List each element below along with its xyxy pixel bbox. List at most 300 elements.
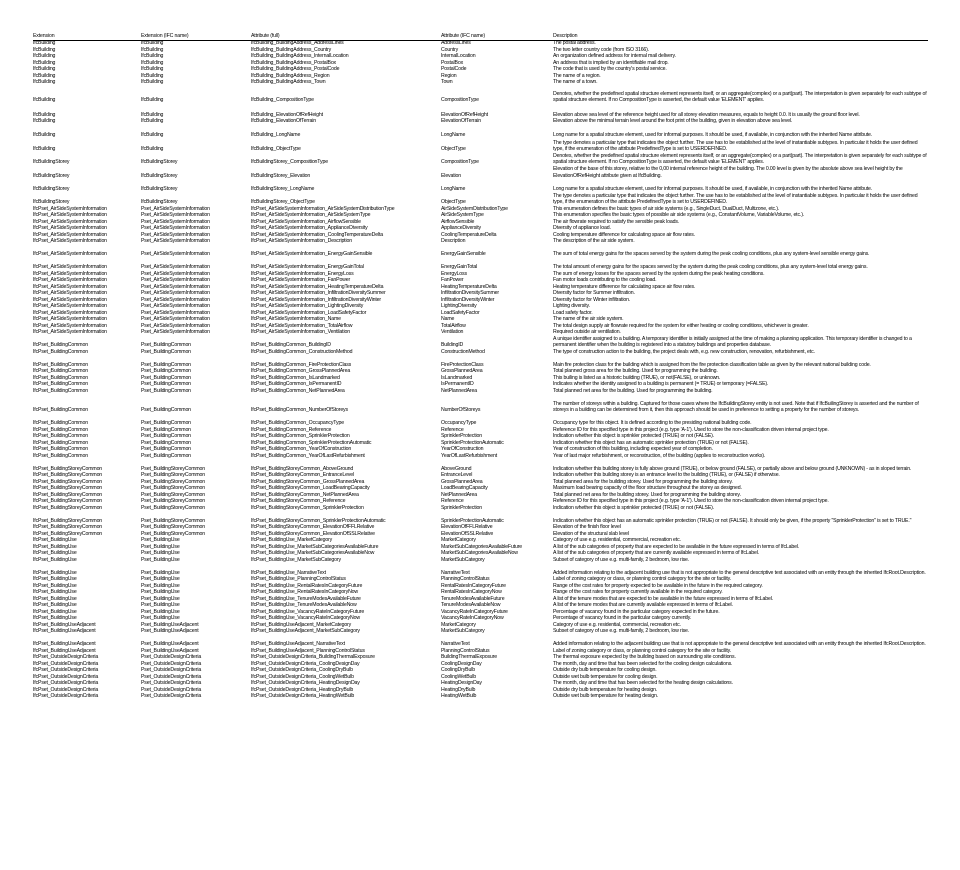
table-row xyxy=(33,79,928,86)
attribute-ifc-name-cell: NumberOfStoreys xyxy=(441,407,481,414)
attribute-ifc-name-cell: ApplianceDiversity xyxy=(441,225,481,232)
extension-ifc-name-cell: Pset_AirSideSystemInformation xyxy=(141,283,210,290)
description-cell: The thermal exposure expected by the building based on surrounding site conditions. xyxy=(553,654,736,661)
extension-ifc-name-cell: Pset_OutsideDesignCriteria xyxy=(141,667,202,674)
attribute-full-cell: IfcPset_BuildingUse_RentalRatesInCategoryFuture xyxy=(251,582,363,589)
attribute-full-cell: IfcPset_BuildingUse_RentalRatesInCategoryNow xyxy=(251,589,359,596)
extension-cell: IfcPset_BuildingUse xyxy=(33,615,77,622)
attribute-full-cell: IfcPset_BuildingUseAdjacent_MarketSubCategory xyxy=(251,628,360,635)
description-cell: Total planned area for the building storey. Used for programming the building storey. xyxy=(553,478,733,485)
description-cell: Elevation above the minimal terrain level around the foot print of the building, given in elevation above sea level. xyxy=(553,118,793,125)
description-cell: Outside wet bulb temperature for cooling design. xyxy=(553,673,658,680)
description-cell: Elevation of the base of this storey, relative to the 0,00 internal reference height of the building. The 0.00 level is given by the absolute above sea level height by the ElevationOfRefHeight attribute given at IfcBuilding. xyxy=(553,166,903,179)
extension-cell: IfcBuilding xyxy=(33,46,56,53)
attribute-ifc-name-cell: SprinklerProtectionAutomatic xyxy=(441,439,504,446)
attribute-full-cell: IfcBuilding_CompositionType xyxy=(251,97,314,104)
attribute-ifc-name-cell: ElevationOfTerrain xyxy=(441,118,481,125)
extension-ifc-name-cell: Pset_BuildingUseAdjacent xyxy=(141,628,199,635)
attribute-ifc-name-cell: HeatingDesignDay xyxy=(441,680,482,687)
extension-ifc-name-cell: Pset_OutsideDesignCriteria xyxy=(141,673,202,680)
attribute-full-cell: IfcPset_BuildingCommon_FireProtectionClass xyxy=(251,361,352,368)
extension-cell: IfcPset_AirSideSystemInformation xyxy=(33,238,107,245)
attribute-ifc-name-cell: HeatingTemperatureDelta xyxy=(441,283,497,290)
extension-cell: IfcPset_BuildingCommon xyxy=(33,361,88,368)
extension-ifc-name-cell: IfcBuilding xyxy=(141,59,164,66)
extension-cell: IfcPset_OutsideDesignCriteria xyxy=(33,654,99,661)
extension-ifc-name-cell: Pset_BuildingUse xyxy=(141,615,180,622)
extension-ifc-name-cell: IfcBuildingStorey xyxy=(141,172,178,179)
attribute-full-cell: IfcPset_BuildingStoreyCommon_SprinklerProtection xyxy=(251,504,364,511)
extension-cell: IfcBuildingStorey xyxy=(33,199,70,206)
extension-ifc-name-cell: IfcBuilding xyxy=(141,132,164,139)
extension-cell: IfcPset_AirSideSystemInformation xyxy=(33,290,107,297)
attribute-ifc-name-cell: InternalLocation xyxy=(441,53,476,60)
extension-cell: IfcPset_BuildingStoreyCommon xyxy=(33,504,103,511)
description-cell: Load safety factor. xyxy=(553,309,593,316)
attribute-ifc-name-cell: Region xyxy=(441,72,457,79)
attribute-ifc-name-cell: MarketCategory xyxy=(441,537,476,544)
attribute-ifc-name-cell: CompositionType xyxy=(441,97,479,104)
attribute-full-cell: IfcPset_BuildingCommon_NetPlannedArea xyxy=(251,387,345,394)
attribute-full-cell: IfcPset_AirSideSystemInformation_Ventilation xyxy=(251,329,350,336)
attribute-full-cell: IfcPset_AirSideSystemInformation_ApplianceDiversity xyxy=(251,225,368,232)
attribute-full-cell: IfcPset_BuildingUse_MarketSubCategoriesAvailableNow xyxy=(251,550,375,557)
attribute-full-cell: IfcPset_AirSideSystemInformation_InfiltrationDiversityWinter xyxy=(251,296,381,303)
description-cell: The total amount of energy gains for the spaces served by the system during the peak cooling conditions, plus any system-level total energy gains. xyxy=(553,264,868,271)
table-row xyxy=(33,564,928,577)
attribute-full-cell: IfcBuilding_ObjectType xyxy=(251,146,301,153)
attribute-ifc-name-cell: ConstructionMethod xyxy=(441,348,485,355)
extension-ifc-name-cell: Pset_BuildingCommon xyxy=(141,439,191,446)
table-row xyxy=(33,91,928,104)
extension-ifc-name-cell: Pset_BuildingStoreyCommon xyxy=(141,485,206,492)
description-cell: Fan motor loads contributing to the cooling load. xyxy=(553,277,657,284)
attribute-ifc-name-cell: RentalRatesInCategoryFuture xyxy=(441,582,506,589)
extension-ifc-name-cell: Pset_BuildingCommon xyxy=(141,446,191,453)
description-cell: Indication whether this building storey is an entrance level to the building (TRUE), or (FALSE) if otherwise. xyxy=(553,472,780,479)
attribute-full-cell: IfcBuilding_BuildingAddress_Country xyxy=(251,46,332,53)
description-cell: Diversity of appliance load. xyxy=(553,225,611,232)
description-cell: Total planned gross area for the building. Used for programming the building. xyxy=(553,368,718,375)
attribute-ifc-name-cell: NarrativeText xyxy=(441,641,470,648)
table-row xyxy=(33,140,928,153)
attribute-ifc-name-cell: EntranceLevel xyxy=(441,472,473,479)
table-row xyxy=(33,167,928,180)
description-cell: Indication whether this object has an automatic sprinkler protection (TRUE) or not (FALSE). xyxy=(553,439,749,446)
description-cell: Range of the cost rates for property currently available in the required category. xyxy=(553,589,723,596)
attribute-ifc-name-cell: ObjectType xyxy=(441,146,466,153)
description-cell: Cooling temperature difference for calculating space air flow rates. xyxy=(553,231,695,238)
description-cell: An address that is implied by an identifiable mail drop. xyxy=(553,59,669,66)
extension-cell: IfcPset_BuildingCommon xyxy=(33,374,88,381)
extension-cell: IfcPset_BuildingCommon xyxy=(33,452,88,459)
extension-ifc-name-cell: Pset_BuildingStoreyCommon xyxy=(141,478,206,485)
attribute-full-cell: IfcPset_OutsideDesignCriteria_HeatingDryBulb xyxy=(251,686,354,693)
extension-ifc-name-cell: Pset_BuildingCommon xyxy=(141,342,191,349)
attribute-ifc-name-cell: CoolingTemperatureDelta xyxy=(441,231,497,238)
attribute-full-cell: IfcPset_BuildingUseAdjacent_MarketCategory xyxy=(251,621,352,628)
attribute-full-cell: IfcPset_BuildingStoreyCommon_AboveGround xyxy=(251,465,354,472)
extension-cell: IfcPset_AirSideSystemInformation xyxy=(33,322,107,329)
attribute-ifc-name-cell: GrossPlannedArea xyxy=(441,368,483,375)
extension-ifc-name-cell: Pset_BuildingStoreyCommon xyxy=(141,491,206,498)
description-cell: Label of zoning category or class, or planning control category for the site or facility. xyxy=(553,576,732,583)
attribute-full-cell: IfcPset_BuildingCommon_OccupancyType xyxy=(251,420,344,427)
attribute-full-cell: IfcPset_BuildingStoreyCommon_ElevationOfSSLRelative xyxy=(251,530,375,537)
description-cell: The name of a town. xyxy=(553,79,598,86)
description-cell: Range of the cost rates for property expected to be available in the future in the required category. xyxy=(553,582,763,589)
table-row xyxy=(33,251,928,258)
description-cell: Indication whether this object is sprinkler protected (TRUE) or not (FALSE). xyxy=(553,433,715,440)
attribute-full-cell: IfcPset_BuildingStoreyCommon_Reference xyxy=(251,498,346,505)
attribute-full-cell: IfcPset_BuildingCommon_IsLandmarked xyxy=(251,374,340,381)
attribute-full-cell: IfcPset_BuildingCommon_Reference xyxy=(251,426,332,433)
attribute-full-cell: IfcBuilding_BuildingAddress_Town xyxy=(251,79,326,86)
description-cell: Added information relating to the adjacent building use that is not appropriate to the general descriptive text associated with an entity through the inherited IfcRoot.Description. xyxy=(553,641,926,648)
description-cell: An organization defined address for internal mail delivery. xyxy=(553,53,676,60)
attribute-ifc-name-cell: TenureModesAvailableFuture xyxy=(441,595,505,602)
description-cell: Category of use e.g. residential, commercial, recreation etc. xyxy=(553,537,681,544)
extension-cell: IfcPset_OutsideDesignCriteria xyxy=(33,686,99,693)
extension-cell: IfcPset_OutsideDesignCriteria xyxy=(33,667,99,674)
table-row xyxy=(33,132,928,139)
description-cell: The postal address. xyxy=(553,40,596,47)
attribute-ifc-name-cell: InfiltrationDiversitySummer xyxy=(441,290,499,297)
extension-cell: IfcPset_BuildingUseAdjacent xyxy=(33,641,96,648)
extension-ifc-name-cell: Pset_AirSideSystemInformation xyxy=(141,316,210,323)
description-cell: Indication whether this object is sprinkler protected (TRUE) or not (FALSE). xyxy=(553,504,715,511)
extension-ifc-name-cell: Pset_BuildingUse xyxy=(141,569,180,576)
extension-cell: IfcPset_BuildingUse xyxy=(33,608,77,615)
extension-ifc-name-cell: Pset_BuildingUseAdjacent xyxy=(141,621,199,628)
header-description: Description xyxy=(553,33,578,39)
attribute-full-cell: IfcPset_OutsideDesignCriteria_CoolingDesignDay xyxy=(251,660,360,667)
attribute-full-cell: IfcPset_AirSideSystemInformation_LoadSafetyFactor xyxy=(251,309,367,316)
extension-ifc-name-cell: Pset_BuildingUse xyxy=(141,595,180,602)
extension-cell: IfcPset_OutsideDesignCriteria xyxy=(33,693,99,700)
extension-cell: IfcPset_BuildingUse xyxy=(33,589,77,596)
extension-cell: IfcPset_AirSideSystemInformation xyxy=(33,316,107,323)
extension-cell: IfcPset_OutsideDesignCriteria xyxy=(33,660,99,667)
extension-cell: IfcBuilding xyxy=(33,72,56,79)
description-cell: Label of zoning category or class, or planning control category for the site or facility. xyxy=(553,647,732,654)
attribute-full-cell: IfcPset_BuildingUseAdjacent_NarrativeText xyxy=(251,641,345,648)
attribute-ifc-name-cell: AirSideSystemDistributionType xyxy=(441,205,508,212)
attribute-ifc-name-cell: Description xyxy=(441,238,466,245)
description-cell: The total design supply air flowrate required for the system for either heating or cooling conditions, whichever is greater. xyxy=(553,322,809,329)
attribute-full-cell: IfcPset_AirSideSystemInformation_FanPower xyxy=(251,277,351,284)
extension-cell: IfcPset_BuildingStoreyCommon xyxy=(33,530,103,537)
table-row xyxy=(33,118,928,125)
table-row xyxy=(33,512,928,525)
description-cell: This enumeration specifies the basic types of possible air side systems (e.g., ConstantVolume, VariableVolume, etc.). xyxy=(553,212,805,219)
extension-cell: IfcPset_AirSideSystemInformation xyxy=(33,277,107,284)
description-cell: Reference ID for this specified type in this project (e.g. type 'A-1'). Used to store the non-classification driven internal project type. xyxy=(553,498,829,505)
extension-ifc-name-cell: IfcBuildingStorey xyxy=(141,186,178,193)
description-cell: Category of use e.g. residential, commercial, recreation etc. xyxy=(553,621,681,628)
description-cell: Denotes, whether the predefined spatial structure element represents itself, or an aggregate(complex) or a part(part). The interpretation is given separately for each subtype of spatial structure element. If no CompositionType is asserted, the default value 'ELEMENT' applies. xyxy=(553,90,927,104)
extension-ifc-name-cell: Pset_OutsideDesignCriteria xyxy=(141,686,202,693)
attribute-ifc-name-cell: PlanningControlStatus xyxy=(441,576,490,583)
extension-ifc-name-cell: Pset_BuildingCommon xyxy=(141,374,191,381)
attribute-full-cell: IfcPset_BuildingUse_TenureModesAvailableNow xyxy=(251,602,357,609)
attribute-full-cell: IfcBuilding_BuildingAddress_PostalCode xyxy=(251,66,340,73)
extension-ifc-name-cell: Pset_AirSideSystemInformation xyxy=(141,205,210,212)
description-cell: The month, day and time that has been selected for the cooling design calculations. xyxy=(553,660,733,667)
attribute-full-cell: IfcPset_OutsideDesignCriteria_HeatingDesignDay xyxy=(251,680,360,687)
description-cell: Added information relating to the adjacent building use that is not appropriate to the general descriptive text associated with an entity through the inherited IfcRoot.Description. xyxy=(553,569,926,576)
extension-ifc-name-cell: IfcBuilding xyxy=(141,146,164,153)
extension-ifc-name-cell: Pset_BuildingCommon xyxy=(141,407,191,414)
attribute-full-cell: IfcPset_AirSideSystemInformation_AirSideSystemDistributionType xyxy=(251,205,395,212)
table-row xyxy=(33,193,928,206)
extension-cell: IfcPset_BuildingUse xyxy=(33,576,77,583)
extension-cell: IfcBuilding xyxy=(33,146,56,153)
attribute-full-cell: IfcPset_BuildingUse_MarketSubCategory xyxy=(251,556,341,563)
description-cell: The type denotes a particular type that indicates the object further. The use has to be established at the level of instantiable subtypes. In particular it holds the user defined type, if the enumeration of the attribute PredefinedType is set to USERDEFINED. xyxy=(553,139,918,153)
description-cell: The air flowrate required to satisfy the sensible peak loads. xyxy=(553,218,680,225)
extension-ifc-name-cell: Pset_BuildingUse xyxy=(141,602,180,609)
attribute-ifc-name-cell: LoadSafetyFactor xyxy=(441,309,480,316)
extension-cell: IfcPset_AirSideSystemInformation xyxy=(33,231,107,238)
extension-cell: IfcPset_BuildingUse xyxy=(33,602,77,609)
description-cell: Indication whether this object has an automatic sprinkler protection (TRUE) or not (FALSE). It should only be given, if the property "SprinklerProtection" is set to TRUE." xyxy=(553,517,912,524)
attribute-full-cell: IfcPset_BuildingCommon_SprinklerProtection xyxy=(251,433,350,440)
extension-ifc-name-cell: Pset_AirSideSystemInformation xyxy=(141,225,210,232)
extension-ifc-name-cell: Pset_BuildingUse xyxy=(141,576,180,583)
description-cell: Subset of category of use e.g. multi-family, 2 bedroom, low rise. xyxy=(553,628,690,635)
attribute-full-cell: IfcBuilding_BuildingAddress_InternalLocation xyxy=(251,53,349,60)
description-cell: Elevation above sea level of the reference height used for all storey elevation measures, equals to height 0.0. It is usually the ground floor level. xyxy=(553,112,860,119)
description-cell: Long name for a spatial structure element, used for informal purposes. It should be used, if available, in conjunction with the inherited Name attribute. xyxy=(553,132,873,139)
extension-cell: IfcPset_BuildingUse xyxy=(33,595,77,602)
description-cell: Lighting diversity. xyxy=(553,303,590,310)
extension-cell: IfcBuilding xyxy=(33,40,56,47)
attribute-full-cell: IfcPset_AirSideSystemInformation_Description xyxy=(251,238,352,245)
extension-cell: IfcPset_BuildingCommon xyxy=(33,368,88,375)
extension-ifc-name-cell: Pset_BuildingStoreyCommon xyxy=(141,524,206,531)
extension-cell: IfcPset_BuildingCommon xyxy=(33,420,88,427)
attribute-full-cell: IfcPset_BuildingCommon_IsPermanentID xyxy=(251,381,342,388)
attribute-full-cell: IfcPset_AirSideSystemInformation_CoolingTemperatureDelta xyxy=(251,231,384,238)
description-cell: Outside dry bulb temperature for heating design. xyxy=(553,686,658,693)
attribute-ifc-name-cell: Name xyxy=(441,316,455,323)
table-row xyxy=(33,693,928,700)
extension-cell: IfcPset_BuildingCommon xyxy=(33,446,88,453)
attribute-ifc-name-cell: FireProtectionClass xyxy=(441,361,484,368)
extension-ifc-name-cell: Pset_BuildingCommon xyxy=(141,433,191,440)
table-row xyxy=(33,349,928,356)
attribute-ifc-name-cell: Town xyxy=(441,79,453,86)
attribute-ifc-name-cell: Reference xyxy=(441,426,464,433)
attribute-full-cell: IfcBuilding_ElevationOfRefHeight xyxy=(251,112,323,119)
attribute-full-cell: IfcPset_AirSideSystemInformation_HeatingTemperatureDelta xyxy=(251,283,384,290)
attribute-full-cell: IfcBuilding_ElevationOfTerrain xyxy=(251,118,316,125)
attribute-full-cell: IfcBuildingStorey_LongName xyxy=(251,186,315,193)
extension-ifc-name-cell: Pset_BuildingUse xyxy=(141,550,180,557)
attribute-full-cell: IfcPset_AirSideSystemInformation_LightingDiversity xyxy=(251,303,364,310)
attribute-full-cell: IfcPset_BuildingUse_MarketSubCategoriesAvailableFuture xyxy=(251,543,379,550)
attribute-ifc-name-cell: BuildingID xyxy=(441,342,464,349)
header-attribute-ifc-name: Attribute (IFC name) xyxy=(441,33,485,39)
attribute-full-cell: IfcPset_AirSideSystemInformation_EnergyGainTotal xyxy=(251,264,364,271)
extension-ifc-name-cell: Pset_BuildingStoreyCommon xyxy=(141,498,206,505)
attribute-ifc-name-cell: CoolingDryBulb xyxy=(441,667,475,674)
extension-ifc-name-cell: Pset_AirSideSystemInformation xyxy=(141,238,210,245)
extension-cell: IfcPset_AirSideSystemInformation xyxy=(33,218,107,225)
extension-cell: IfcPset_BuildingUseAdjacent xyxy=(33,628,96,635)
extension-cell: IfcPset_BuildingStoreyCommon xyxy=(33,485,103,492)
extension-ifc-name-cell: Pset_AirSideSystemInformation xyxy=(141,212,210,219)
header-attribute-full: Attribute (full) xyxy=(251,33,280,39)
extension-ifc-name-cell: Pset_BuildingCommon xyxy=(141,368,191,375)
attribute-ifc-name-cell: MarketSubCategoriesAvailableNow xyxy=(441,550,518,557)
attribute-full-cell: IfcPset_AirSideSystemInformation_TotalAirflow xyxy=(251,322,353,329)
extension-cell: IfcPset_BuildingCommon xyxy=(33,426,88,433)
description-cell: Percentage of vacancy found in the particular category expected in the future. xyxy=(553,608,720,615)
extension-cell: IfcPset_BuildingStoreyCommon xyxy=(33,524,103,531)
extension-ifc-name-cell: Pset_AirSideSystemInformation xyxy=(141,309,210,316)
attribute-ifc-name-cell: BuildingThermalExposure xyxy=(441,654,497,661)
description-cell: A unique identifier assigned to a building. A temporary identifier is initially assigned at the time of making a planning application. This temporary identifier is changed to a permanent identifier when the building is registered into a statutory buildings and properties database. xyxy=(553,335,912,349)
attribute-ifc-name-cell: Reference xyxy=(441,498,464,505)
description-cell: A list of the sub categories of property that are expected to be available in the future expressed in terms of IfcLabel. xyxy=(553,543,800,550)
attribute-full-cell: IfcPset_BuildingUse_NarrativeText xyxy=(251,569,326,576)
extension-ifc-name-cell: Pset_BuildingUse xyxy=(141,543,180,550)
extension-ifc-name-cell: Pset_AirSideSystemInformation xyxy=(141,322,210,329)
attribute-full-cell: IfcPset_BuildingUse_VacancyRateInCategoryNow xyxy=(251,615,360,622)
extension-ifc-name-cell: Pset_BuildingCommon xyxy=(141,420,191,427)
attribute-full-cell: IfcPset_BuildingStoreyCommon_ElevationOfFFLRelative xyxy=(251,524,375,531)
description-cell: Indicates whether the identity assigned to a building is permanent (= TRUE) or temporary (=FALSE). xyxy=(553,381,769,388)
attribute-ifc-name-cell: ElevationOfSSLRelative xyxy=(441,530,494,537)
extension-cell: IfcPset_AirSideSystemInformation xyxy=(33,270,107,277)
attribute-ifc-name-cell: EnergyGainSensible xyxy=(441,251,486,258)
extension-cell: IfcPset_AirSideSystemInformation xyxy=(33,296,107,303)
extension-cell: IfcPset_AirSideSystemInformation xyxy=(33,309,107,316)
attribute-ifc-name-cell: AirflowSensible xyxy=(441,218,475,225)
extension-cell: IfcBuilding xyxy=(33,112,56,119)
attribute-ifc-name-cell: VacancyRateInCategoryNow xyxy=(441,615,504,622)
attribute-ifc-name-cell: MarketSubCategory xyxy=(441,556,485,563)
attribute-full-cell: IfcPset_BuildingCommon_NumberOfStoreys xyxy=(251,407,348,414)
description-cell: The type of construction action to the building, the project deals with, e.g. new construction, renovation, refurbishment, etc. xyxy=(553,348,815,355)
attribute-full-cell: IfcPset_BuildingUse_VacancyRateInCategoryFuture xyxy=(251,608,365,615)
extension-cell: IfcPset_BuildingUseAdjacent xyxy=(33,621,96,628)
attribute-full-cell: IfcPset_AirSideSystemInformation_AirflowSensible xyxy=(251,218,361,225)
description-cell: The month, day and time that has been selected for the heating design calculations. xyxy=(553,680,733,687)
attribute-ifc-name-cell: SprinklerProtection xyxy=(441,433,482,440)
extension-cell: IfcBuilding xyxy=(33,53,56,60)
attribute-ifc-name-cell: MarketSubCategoriesAvailableFuture xyxy=(441,543,523,550)
extension-ifc-name-cell: Pset_AirSideSystemInformation xyxy=(141,218,210,225)
extension-ifc-name-cell: Pset_BuildingUseAdjacent xyxy=(141,641,199,648)
extension-ifc-name-cell: Pset_BuildingCommon xyxy=(141,387,191,394)
attribute-ifc-name-cell: HeatingDryBulb xyxy=(441,686,476,693)
description-cell: The two letter country code (from ISO 3166). xyxy=(553,46,650,53)
extension-cell: IfcPset_AirSideSystemInformation xyxy=(33,283,107,290)
extension-ifc-name-cell: IfcBuildingStorey xyxy=(141,159,178,166)
description-cell: Long name for a spatial structure element, used for informal purposes. It should be used, if available, in conjunction with the inherited Name attribute. xyxy=(553,186,873,193)
attribute-ifc-name-cell: NetPlannedArea xyxy=(441,491,477,498)
attribute-full-cell: IfcBuilding_BuildingAddress_PostalBox xyxy=(251,59,336,66)
attribute-ifc-name-cell: TotalAirflow xyxy=(441,322,466,329)
attribute-full-cell: IfcBuildingStorey_ObjectType xyxy=(251,199,315,206)
description-cell: The code that is used by the country's postal service. xyxy=(553,66,667,73)
attribute-ifc-name-cell: AboveGround xyxy=(441,465,472,472)
extension-ifc-name-cell: Pset_AirSideSystemInformation xyxy=(141,251,210,258)
extension-cell: IfcBuildingStorey xyxy=(33,172,70,179)
attribute-full-cell: IfcPset_AirSideSystemInformation_AirSideSystemType xyxy=(251,212,371,219)
description-cell: Percentage of vacancy found in the particular category currently. xyxy=(553,615,692,622)
attribute-ifc-name-cell: RentalRatesInCategoryNow xyxy=(441,589,502,596)
table-row xyxy=(33,505,928,512)
attribute-full-cell: IfcBuilding_BuildingAddress_AddressLines xyxy=(251,40,344,47)
attribute-full-cell: IfcBuilding_LongName xyxy=(251,132,301,139)
attribute-ifc-name-cell: FanPower xyxy=(441,277,464,284)
extension-ifc-name-cell: Pset_BuildingCommon xyxy=(141,361,191,368)
table-row xyxy=(33,453,928,460)
extension-ifc-name-cell: Pset_OutsideDesignCriteria xyxy=(141,660,202,667)
extension-ifc-name-cell: Pset_BuildingUse xyxy=(141,556,180,563)
extension-ifc-name-cell: Pset_OutsideDesignCriteria xyxy=(141,680,202,687)
attribute-ifc-name-cell: PostalBox xyxy=(441,59,464,66)
attribute-full-cell: IfcPset_BuildingStoreyCommon_LoadBearingCapacity xyxy=(251,485,370,492)
table-row xyxy=(33,394,928,414)
description-cell: Subset of category of use e.g. multi-family, 2 bedroom, low rise. xyxy=(553,556,690,563)
description-cell: Elevation of the finish floor level xyxy=(553,524,621,531)
attribute-full-cell: IfcPset_AirSideSystemInformation_Name xyxy=(251,316,341,323)
extension-cell: IfcPset_BuildingCommon xyxy=(33,407,88,414)
extension-ifc-name-cell: Pset_BuildingStoreyCommon xyxy=(141,504,206,511)
attribute-full-cell: IfcBuildingStorey_Elevation xyxy=(251,172,311,179)
attribute-ifc-name-cell: LoadBearingCapacity xyxy=(441,485,488,492)
extension-cell: IfcPset_OutsideDesignCriteria xyxy=(33,673,99,680)
extension-ifc-name-cell: Pset_AirSideSystemInformation xyxy=(141,231,210,238)
attribute-full-cell: IfcPset_BuildingCommon_YearOfConstruction xyxy=(251,446,352,453)
extension-ifc-name-cell: IfcBuilding xyxy=(141,46,164,53)
attribute-ifc-name-cell: MarketSubCategory xyxy=(441,628,485,635)
description-cell: Diversity factor for Winter infiltration. xyxy=(553,296,631,303)
attribute-full-cell: IfcPset_BuildingUse_MarketCategory xyxy=(251,537,333,544)
extension-cell: IfcPset_AirSideSystemInformation xyxy=(33,212,107,219)
attribute-ifc-name-cell: LightingDiversity xyxy=(441,303,477,310)
extension-ifc-name-cell: IfcBuilding xyxy=(141,118,164,125)
description-cell: The type denotes a particular type that indicates the object further. The use has to be established at the level of instantiable subtypes. In particular it holds the user defined type, if the enumeration of the attribute PredefinedType is set to USERDEFINED. xyxy=(553,192,918,206)
extension-cell: IfcPset_BuildingCommon xyxy=(33,387,88,394)
description-cell: Denotes, whether the predefined spatial structure element represents itself, or an aggregate(complex) or a part(part). The interpretation is given separately for each subtype of spatial structure element. If no CompositionType is asserted, the default value 'ELEMENT' applies. xyxy=(553,152,927,166)
description-cell: Occupancy type for this object. It is defined according to the presiding national building code. xyxy=(553,420,752,427)
description-cell: This builing is listed as a historic building (TRUE), or not(FALSE), or unknown. xyxy=(553,374,721,381)
attribute-ifc-name-cell: TenureModesAvailableNow xyxy=(441,602,501,609)
attribute-full-cell: IfcPset_BuildingCommon_GrossPlannedArea xyxy=(251,368,351,375)
extension-cell: IfcPset_BuildingCommon xyxy=(33,381,88,388)
extension-cell: IfcPset_OutsideDesignCriteria xyxy=(33,680,99,687)
attribute-full-cell: IfcPset_BuildingCommon_ConstructionMethod xyxy=(251,348,353,355)
description-cell: Elevation of the structural slab level xyxy=(553,530,629,537)
description-cell: Heating temperature difference for calculating space air flow rates. xyxy=(553,283,696,290)
attribute-ifc-name-cell: CompositionType xyxy=(441,159,479,166)
attribute-ifc-name-cell: AddressLines xyxy=(441,40,471,47)
attribute-ifc-name-cell: PlanningControlStatus xyxy=(441,647,490,654)
table-row xyxy=(33,557,928,564)
extension-ifc-name-cell: Pset_AirSideSystemInformation xyxy=(141,296,210,303)
attribute-full-cell: IfcPset_BuildingUseAdjacent_PlanningControlStatus xyxy=(251,647,365,654)
attribute-full-cell: IfcPset_OutsideDesignCriteria_CoolingWetBulb xyxy=(251,673,354,680)
description-cell: A list of the tenure modes that are currently available expressed in terms of IfcLabel. xyxy=(553,602,733,609)
extension-cell: IfcPset_AirSideSystemInformation xyxy=(33,251,107,258)
extension-ifc-name-cell: IfcBuilding xyxy=(141,40,164,47)
